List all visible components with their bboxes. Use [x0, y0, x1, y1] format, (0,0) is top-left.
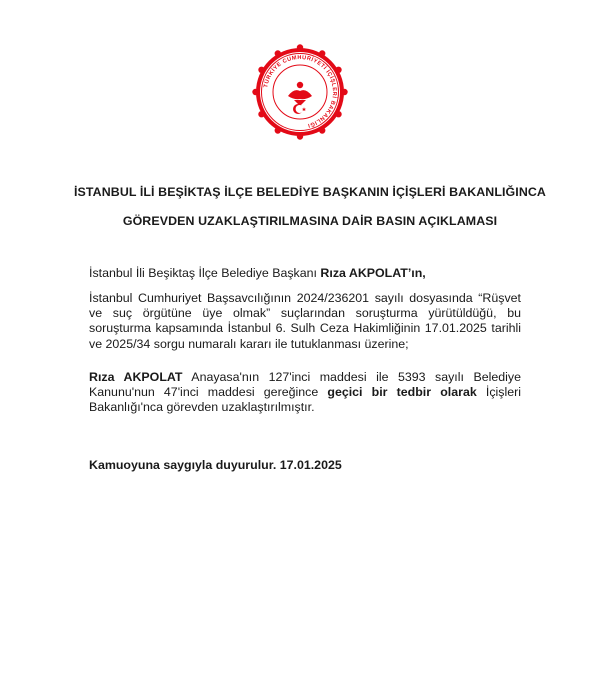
seal-ring-text: TÜRKİYE CUMHURİYETİ İÇİŞLERİ BAKANLIĞI [263, 54, 338, 129]
paragraph-address [89, 266, 521, 281]
paragraph-suspension [89, 370, 521, 416]
temporary-measure-text: geçici bir tedbir olarak [327, 385, 477, 400]
paragraph-investigation: İstanbul Cumhuriyet Başsavcılığının 2024/236201 sayılı dosyasında “Rüşvet ve suç örgütüne üye olmak” suçlarından soruşturma yürütüldüğü, bu soruşturma kapsamında İstanbul 6. Sulh Ceza Hakimliğinin 17.01.2025 tarihli ve 2025/34 sorgu numaralı kararı ile tutuklanması üzerine; [89, 291, 521, 351]
ministry-seal [252, 44, 348, 140]
mayor-name: Rıza AKPOLAT’ın, [320, 266, 426, 280]
press-release-title-line-2: GÖREVDEN UZAKLAŞTIRILMASINA DAİR BASIN AÇIKLAMASI [122, 214, 498, 228]
mayor-name-2: Rıza AKPOLAT [89, 370, 183, 384]
suspension-end-text: İçişleri Bakanlığı'nca görevden uzaklaştırılmıştır. [89, 385, 521, 415]
closing-statement: Kamuoyuna saygıyla duyurulur. 17.01.2025 [89, 458, 342, 472]
address-prefix: İstanbul İli Beşiktaş İlçe Belediye Başkanı [89, 266, 321, 280]
press-release-title-line-1: İSTANBUL İLİ BEŞİKTAŞ İLÇE BELEDİYE BAŞKANIN İÇİŞLERİ BAKANLIĞINCA [74, 185, 546, 199]
suspension-text: Anayasa'nın 127'inci maddesi ile 5393 sayılı Belediye Kanunu'nun 47'inci maddesi gereğince [89, 370, 521, 400]
seal-emblem-icon [252, 44, 348, 140]
